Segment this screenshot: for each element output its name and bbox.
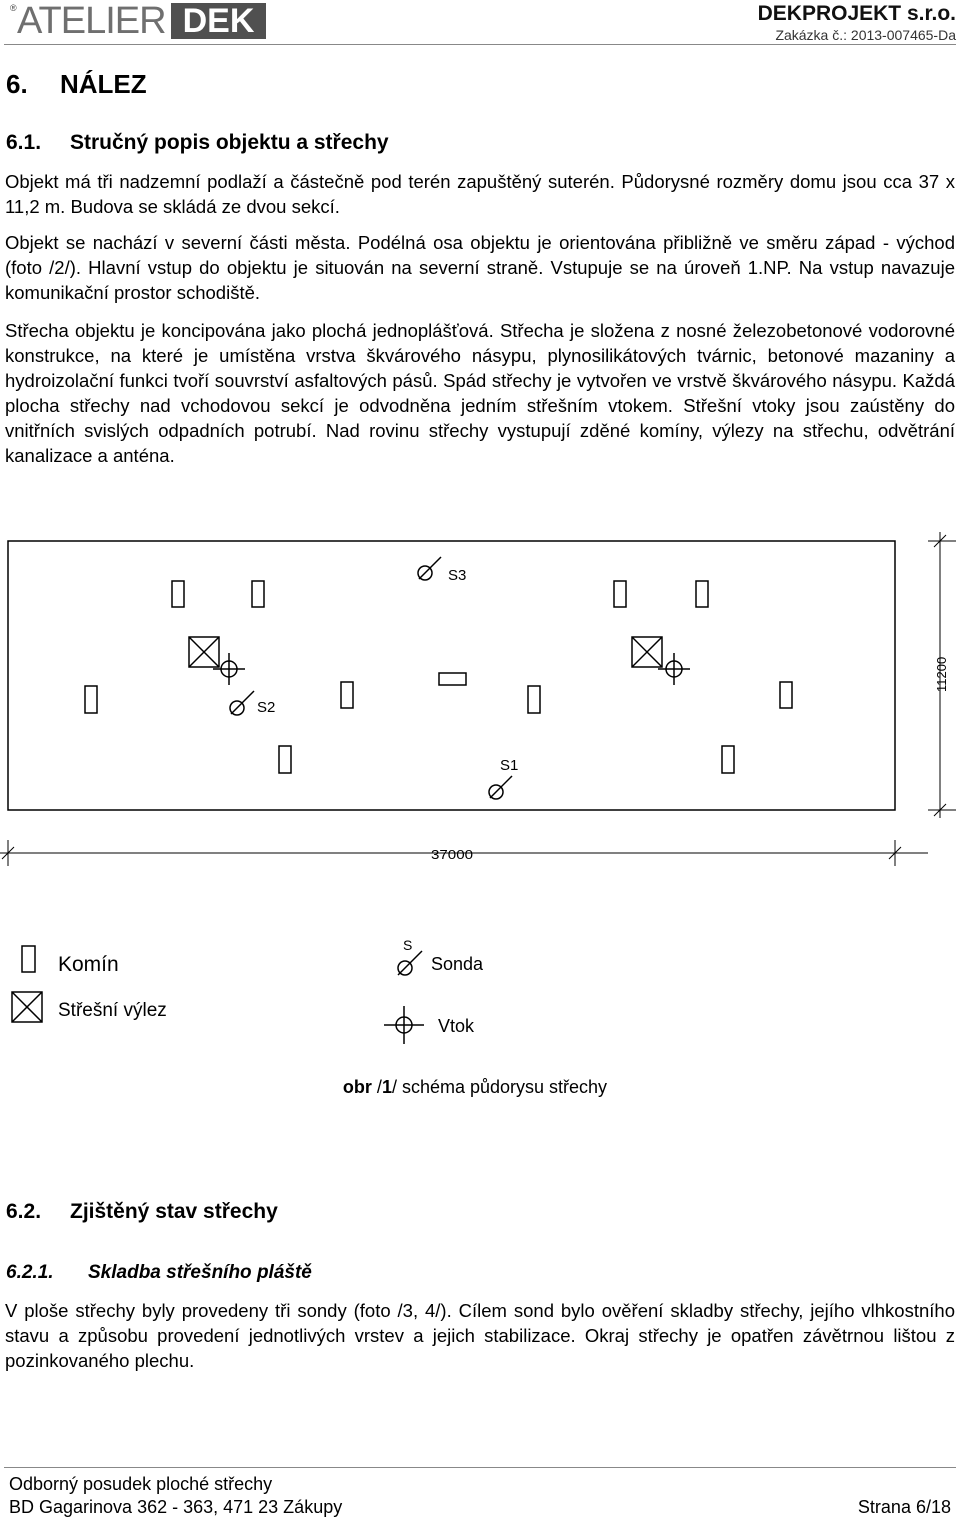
- probe-s3: [418, 557, 441, 580]
- chimney: [614, 581, 626, 607]
- caption-separator: /: [371, 1077, 382, 1097]
- logo-word: ATELIER: [17, 0, 166, 42]
- legend-drain-label: Vtok: [438, 1016, 475, 1036]
- subsection-heading-6-2-1: [6, 1262, 312, 1284]
- subsection-heading-6-2: [6, 1200, 278, 1224]
- probe-label-s3: S3: [448, 567, 467, 584]
- legend-hatch-icon: [12, 992, 42, 1022]
- caption-prefix: obr: [342, 1077, 372, 1097]
- header-divider: [4, 44, 956, 45]
- chimney: [528, 686, 540, 713]
- width-dimension-label: 37000: [431, 847, 473, 862]
- subsection-number: 6.1.: [6, 131, 42, 154]
- logo-mark: DEK: [171, 3, 266, 39]
- footer-page-number: Strana 6/18: [857, 1497, 951, 1517]
- footer-document-title: Odborný posudek ploché střechy: [9, 1474, 273, 1494]
- registered-mark: ®: [10, 3, 17, 13]
- chimney: [252, 581, 264, 607]
- chimney: [780, 682, 792, 708]
- caption-text: / schéma půdorysu střechy: [391, 1077, 608, 1097]
- subsection-number: 6.2.: [6, 1200, 42, 1223]
- roof-drain: [658, 653, 690, 685]
- roof-drain: [213, 653, 245, 685]
- chimney: [696, 581, 708, 607]
- caption-number: 1: [381, 1077, 392, 1097]
- probe-s2: [230, 691, 254, 715]
- legend-drain-icon: [384, 1006, 424, 1044]
- vent: [439, 673, 466, 685]
- header-order-number: Zakázka č.: 2013-007465-Da: [775, 27, 956, 43]
- figure-caption: [0, 1077, 950, 1098]
- chimney: [341, 682, 353, 708]
- legend-hatch-label: Střešní výlez: [58, 1000, 167, 1021]
- height-dimension-label: 11200: [934, 656, 949, 692]
- chimney: [279, 746, 291, 773]
- subsection-title: Skladba střešního pláště: [88, 1262, 312, 1283]
- chimney: [172, 581, 184, 607]
- section-heading: [6, 69, 147, 100]
- probe-label-s1: S1: [500, 757, 519, 774]
- atelier-dek-logo: [8, 2, 266, 40]
- legend-probe-icon: [398, 951, 422, 975]
- probe-s1: [489, 776, 512, 799]
- roof-hatch: [632, 637, 662, 667]
- chimney: [722, 746, 734, 773]
- legend-chimney-icon: [22, 946, 35, 972]
- footer-divider: [4, 1467, 956, 1468]
- roof-plan-figure: [0, 520, 960, 1070]
- footer-address: BD Gagarinova 362 - 363, 471 23 Zákupy: [9, 1497, 343, 1517]
- legend-chimney-label: Komín: [58, 953, 119, 976]
- subsection-title: Stručný popis objektu a střechy: [70, 131, 389, 154]
- legend-probe-label: Sonda: [431, 954, 484, 974]
- paragraph-roof-layers: V ploše střechy byly provedeny tři sondy (foto /3, 4/). Cílem sond bylo ověření skladby střechy, jejího vlhkostního stavu a způsobu provedení jednotlivých vrstev a jejich stabilizace. Okraj střechy je opatřen závětrnou lištou z pozinkovaného plechu.: [5, 1300, 955, 1371]
- subsection-number: 6.2.1.: [6, 1262, 54, 1283]
- section-number: 6.: [6, 69, 28, 99]
- chimney: [85, 686, 97, 713]
- subsection-title: Zjištěný stav střechy: [70, 1200, 278, 1223]
- paragraph-dimensions: Objekt má tři nadzemní podlaží a částečně pod terén zapuštěný suterén. Půdorysné rozměry domu jsou cca 37 x 11,2 m. Budova se skládá ze dvou sekcí.: [5, 171, 955, 217]
- roof-hatch: [189, 637, 219, 667]
- paragraph-roof-description: Střecha objektu je koncipována jako plochá jednoplášťová. Střecha je složena z nosné železobetonové vodorovné konstrukce, na které je umístěna vrstva škvárového násypu, plynosilikátových tvárnic, betonové mazaniny a hydroizolační funkci tvoří souvrství asfaltových pásů. Spád střechy je vytvořen ve vrstvě škvárového násypu. Každá plocha střechy nad vchodovou sekcí je odvodněna jedním střešním vtokem. Střešní vtoky jsou zaústěny do vnitřních svislých odpadních potrubí. Nad rovinu střechy vystupují zděné komíny, výlezy na střechu, odvětrání kanalizace a anténa.: [5, 320, 955, 466]
- section-title: NÁLEZ: [60, 69, 147, 99]
- subsection-heading-6-1: [6, 131, 389, 155]
- paragraph-location: Objekt se nachází v severní části města. Podélná osa objektu je orientována přibližně ve směru západ - východ (foto /2/). Hlavní vstup do objektu je situován na severní straně. Vstupuje se na úroveň 1.NP. Na vstup navazuje komunikační prostor schodiště.: [5, 232, 955, 303]
- header-company: DEKPROJEKT s.r.o.: [757, 2, 956, 25]
- probe-label-s2: S2: [257, 699, 276, 716]
- legend-probe-letter: S: [403, 937, 413, 953]
